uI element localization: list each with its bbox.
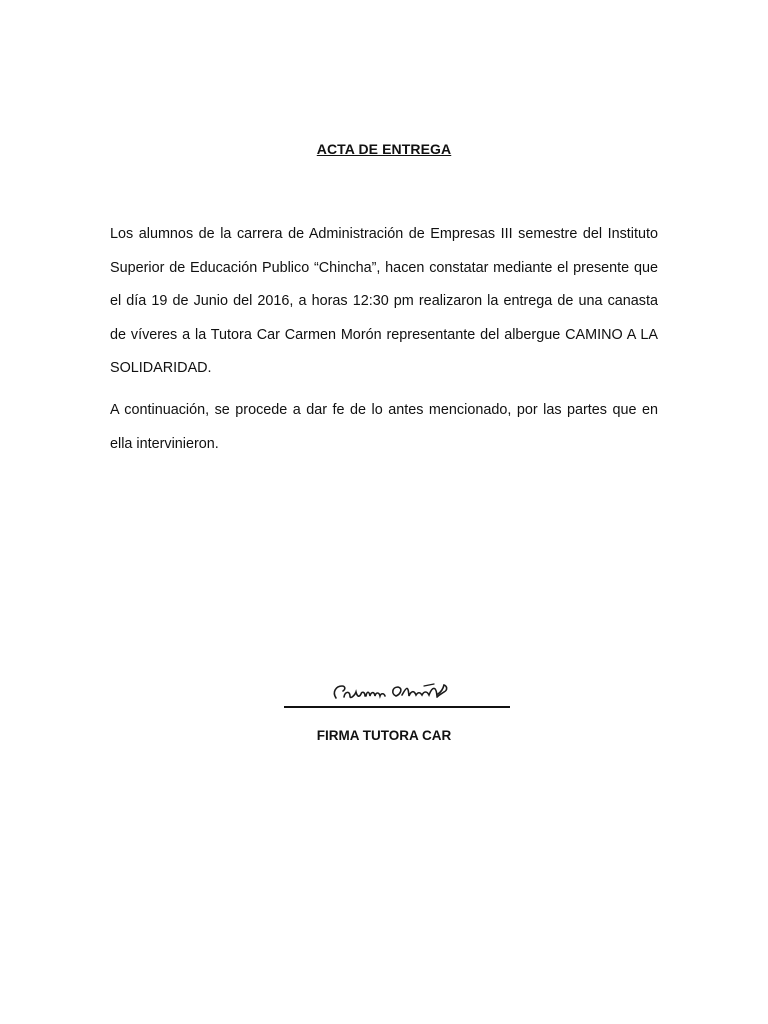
document-title: ACTA DE ENTREGA <box>316 141 452 157</box>
signature-line <box>284 706 510 708</box>
main-paragraph: Los alumnos de la carrera de Administración de Empresas III semestre del Instituto Superior de Educación Publico “Chincha”, hacen constatar mediante el presente que el día 19 de Junio del 2016, a horas 12:30 pm realizaron la entrega de una canasta de víveres a la Tutora Car Carmen Morón representante del albergue CAMINO A LA SOLIDARIDAD. <box>110 226 658 376</box>
closing-paragraph: A continuación, se procede a dar fe de lo antes mencionado, por las partes que en ella intervinieron. <box>110 402 658 452</box>
signature-label: FIRMA TUTORA CAR <box>316 728 452 743</box>
handwritten-signature <box>330 676 454 706</box>
